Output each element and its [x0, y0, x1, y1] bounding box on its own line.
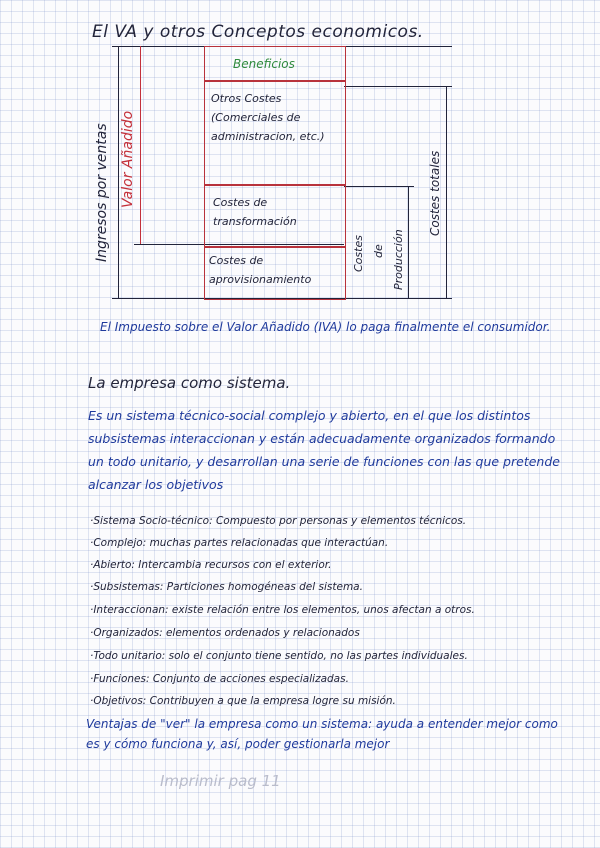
iva-note: El Impuesto sobre el Valor Añadido (IVA) lo paga finalmente el consumidor. [100, 320, 551, 334]
otros-costes-label: Otros Costes (Comerciales de administracion, etc.) [211, 92, 325, 143]
otros-costes-box [204, 80, 346, 186]
definition-text: Es un sistema técnico-social complejo y abierto, en el que los distintos subsistemas interaccionan y están adecuadamente organizados formando un todo unitario, y desarrollan una serie de funciones con las que pretende alcanzar los objetivos [88, 408, 560, 492]
costes-totales-label: Costes totales [428, 150, 442, 236]
beneficios-box [204, 46, 346, 82]
beneficios-label: Beneficios [233, 57, 295, 71]
costes-produccion-costes-label: Costes [352, 235, 365, 272]
costes-totales-bracket [446, 86, 447, 298]
costes-transformacion-box [204, 184, 346, 248]
costes-aprovisionamiento-label: Costes de aprovisionamiento [209, 254, 312, 286]
list-item: ·Interaccionan: existe relación entre los elementos, unos afectan a otros. [90, 604, 475, 616]
list-item: ·Subsistemas: Particiones homogéneas del sistema. [90, 581, 363, 593]
costes-produccion-produccion-label: Producción [392, 229, 405, 290]
costes-aprovisionamiento-box [204, 246, 346, 300]
valor-anadido-bracket [140, 46, 141, 244]
list-item: ·Complejo: muchas partes relacionadas que interactúan. [90, 537, 389, 549]
list-item: ·Sistema Socio-técnico: Compuesto por personas y elementos técnicos. [90, 515, 467, 527]
costes-produccion-bracket [408, 186, 409, 298]
costes-produccion-top-line [344, 186, 414, 187]
section-title: La empresa como sistema. [88, 374, 291, 392]
costes-transformacion-label: Costes de transformación [213, 196, 297, 228]
costes-produccion-de-label: de [372, 244, 385, 258]
list-item: ·Organizados: elementos ordenados y relacionados [90, 627, 360, 639]
list-item: ·Objetivos: Contribuyen a que la empresa logre su misión. [90, 695, 396, 707]
ingresos-por-ventas-label: Ingresos por ventas [94, 123, 110, 262]
list-item: ·Funciones: Conjunto de acciones especializadas. [90, 673, 349, 685]
footer-note: Imprimir pag 11 [160, 772, 281, 790]
ingresos-bracket [118, 46, 119, 298]
page-title: El VA y otros Conceptos economicos. [92, 22, 424, 42]
ventajas-text: Ventajas de "ver" la empresa como un sistema: ayuda a entender mejor como es y cómo funciona y, así, poder gestionarla mejor [86, 717, 558, 751]
list-item: ·Abierto: Intercambia recursos con el exterior. [90, 559, 332, 571]
valor-anadido-label: Valor Añadido [120, 110, 136, 208]
costes-totales-top-line [344, 86, 452, 87]
list-item: ·Todo unitario: solo el conjunto tiene sentido, no las partes individuales. [90, 650, 468, 662]
